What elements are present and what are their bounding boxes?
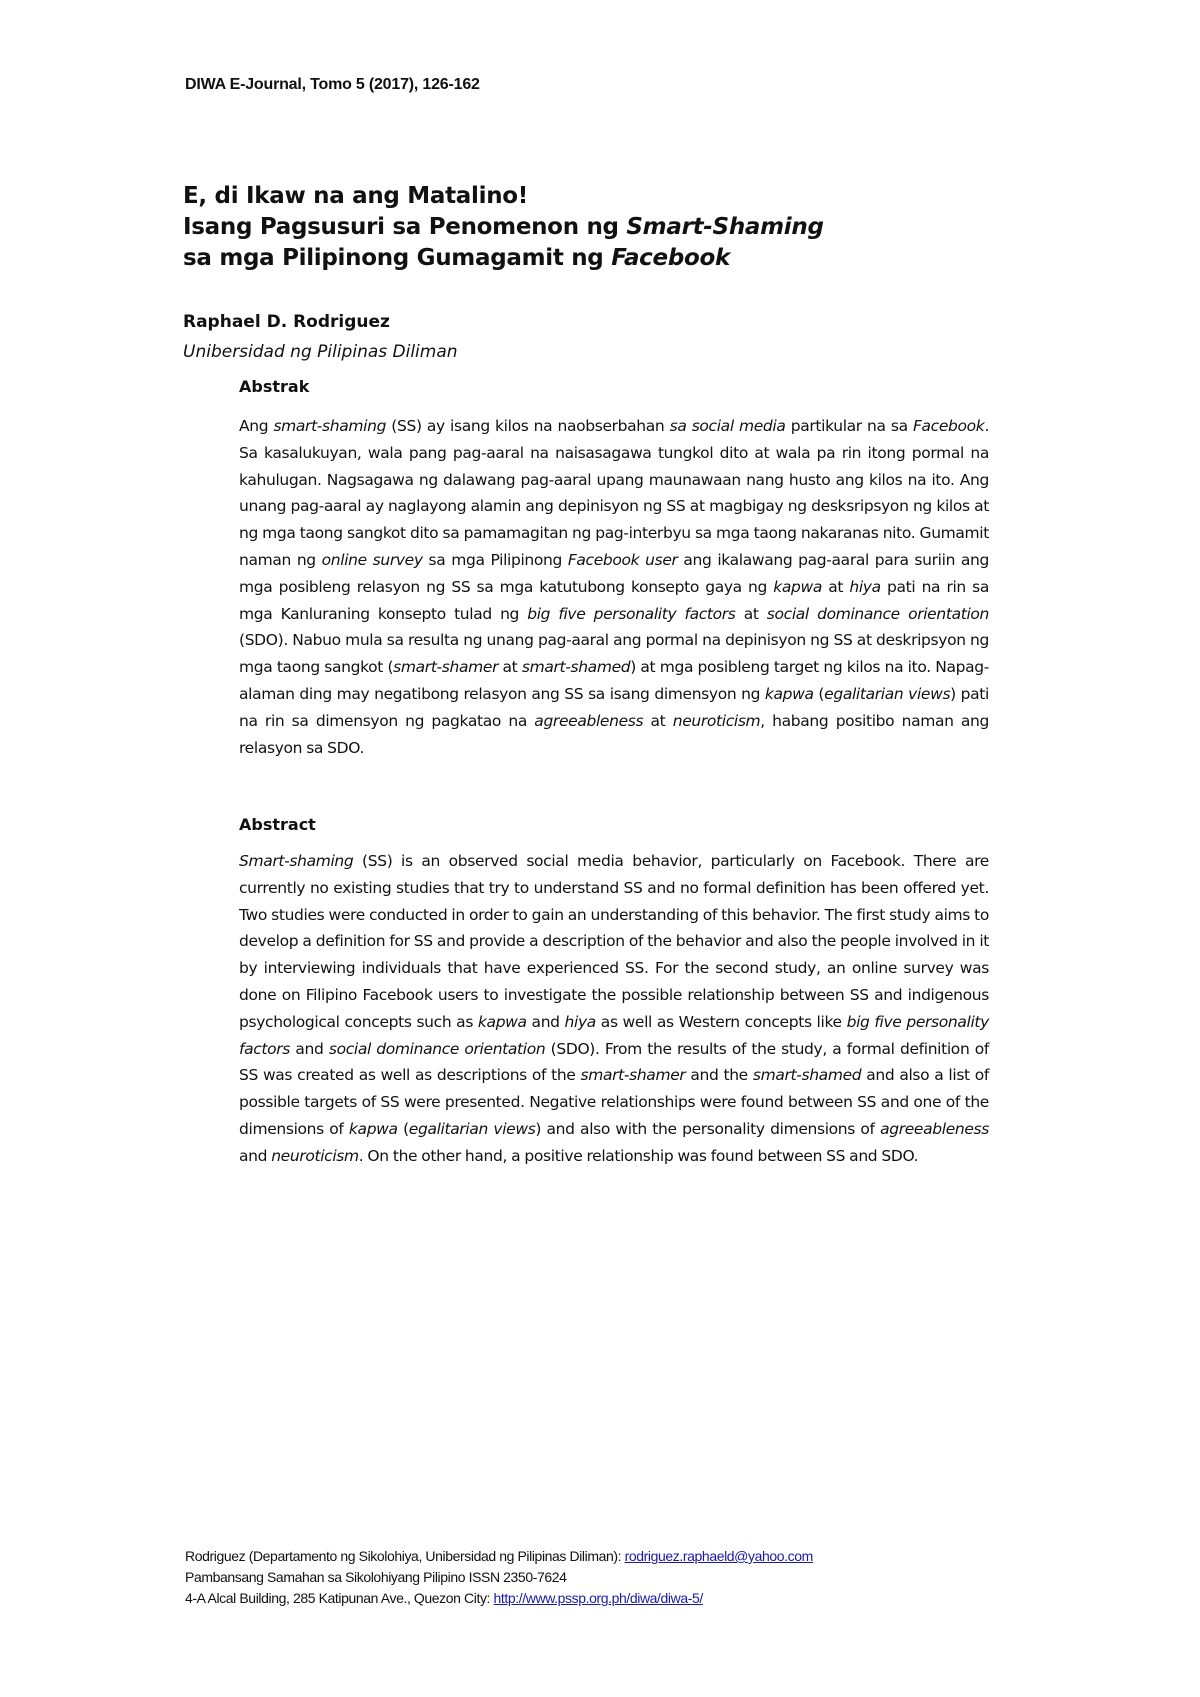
text-run: (SDO). Nabuo mula sa resulta ng unang pag-aaral ang pormal na depinisyon ng SS at deskripsyon ng mga taong sangkot (: [239, 631, 989, 677]
italic-term: Facebook user: [567, 550, 678, 569]
text-run: pati na rin sa mga Kanluraning konsepto tulad ng: [239, 577, 990, 623]
italic-term: big five personality factors: [527, 604, 736, 623]
text-run: at: [735, 604, 767, 623]
italic-term: kapwa: [773, 577, 823, 596]
text-run: ang ikalawang pag-aaral para suriin ang mga posibleng relasyon ng SS sa mga katutubong konsepto gaya ng: [239, 550, 989, 596]
text-run: , habang positibo naman ang relasyon sa SDO.: [239, 711, 990, 757]
italic-term: smart-shamer: [393, 658, 499, 677]
italic-term: smart-shamed: [521, 658, 631, 677]
text-run: . On the other hand, a positive relationship was found between SS and SDO.: [358, 1146, 919, 1165]
italic-term: agreeableness: [534, 711, 644, 730]
italic-term: sa social media: [669, 417, 786, 435]
text-run: (: [813, 684, 825, 703]
page-footer: [185, 1546, 1085, 1609]
text-run: ) at mga posibleng target ng kilos na ito. Napag-alaman ding may negatibong relasyon ang SS sa isang dimensyon ng: [239, 658, 989, 703]
author-name: Raphael D. Rodriguez: [183, 312, 390, 332]
text-run: and the: [685, 1066, 753, 1085]
abstrak-body: [239, 413, 989, 761]
footer-line-3: [185, 1588, 1085, 1609]
text-run: (SS) is an observed social media behavior, particularly on Facebook. There are currently no existing studies that try to understand SS and no formal definition has been offered yet. Two studies were conducted in order to gain an understanding of this behavior. The first study aims to develop a definition for SS and provide a description of the behavior and also the people involved in it by interviewing individuals that have experienced SS. For the second study, an online survey was done on Filipino Facebook users to investigate the possible relationship between SS and indigenous psychological concepts such as: [239, 852, 989, 1031]
text-run: and also a list of possible targets of SS were presented. Negative relationships were found between SS and one of the dimensions of: [239, 1066, 989, 1138]
text-run: at: [822, 577, 850, 596]
title-line-3: [183, 243, 1083, 274]
title-line-1-text: E, di Ikaw na ang Matalino!: [183, 183, 528, 209]
footer-line-1: [185, 1546, 1085, 1567]
text-run: at: [498, 658, 522, 677]
text-run: and: [290, 1039, 329, 1058]
italic-term: Smart-shaming: [239, 852, 354, 870]
italic-term: agreeableness: [880, 1119, 989, 1138]
italic-term: kapwa: [477, 1012, 527, 1031]
text-run: . Sa kasalukuyan, wala pang pag-aaral na naisasagawa tungkol dito at wala pa rin itong pormal na kahulugan. Nagsagawa ng dalawang pag-aaral upang maunawaan nang husto ang kilos na ito. Ang unang pag-aaral ay naglayong alamin ang depinisyon ng SS at magbigay ng desksripsyon ng kilos at ng mga taong sangkot dito sa pamamagitan ng pag-interbyu sa mga taong nakaranas nito. Gumamit naman ng: [239, 417, 990, 569]
italic-term: social dominance orientation: [766, 604, 990, 623]
text-run: ) pati na rin sa dimensyon ng pagkatao na: [239, 684, 989, 730]
text-run: and: [239, 1146, 272, 1165]
author-affiliation: Unibersidad ng Pilipinas Diliman: [183, 342, 458, 362]
italic-term: egalitarian views: [824, 684, 951, 703]
italic-term: smart-shamed: [752, 1066, 862, 1085]
italic-term: Facebook: [912, 417, 985, 435]
journal-url-link[interactable]: http://www.pssp.org.ph/diwa/diwa-5/: [493, 1590, 703, 1606]
italic-term: kapwa: [764, 684, 814, 703]
italic-term: neuroticism: [271, 1146, 359, 1165]
italic-term: online survey: [321, 550, 423, 569]
text-run: (SS) ay isang kilos na naobserbahan: [386, 417, 670, 435]
title-line-2-text: Isang Pagsusuri sa Penomenon ng: [183, 214, 627, 240]
footer-line-2: Pambansang Samahan sa Sikolohiyang Pilipino ISSN 2350-7624: [185, 1569, 567, 1585]
italic-term: neuroticism: [672, 711, 761, 730]
text-run: and: [526, 1012, 565, 1031]
footer-author-note: Rodriguez (Departamento ng Sikolohiya, Unibersidad ng Pilipinas Diliman):: [185, 1548, 625, 1564]
italic-term: hiya: [564, 1012, 596, 1031]
italic-term: big five personality factors: [239, 1012, 989, 1058]
title-line-1: [183, 181, 1083, 212]
abstract-body: [239, 848, 989, 1170]
journal-header: DIWA E-Journal, Tomo 5 (2017), 126-162: [185, 76, 480, 93]
title-line-3-italic: Facebook: [611, 245, 730, 271]
italic-term: social dominance orientation: [328, 1039, 546, 1058]
text-run: sa mga Pilipinong: [422, 550, 568, 569]
italic-term: hiya: [849, 577, 881, 596]
title-line-3-text: sa mga Pilipinong Gumagamit ng: [183, 245, 612, 271]
italic-term: smart-shamer: [580, 1066, 686, 1085]
paper-title: [183, 181, 1083, 274]
title-line-2: [183, 212, 1083, 243]
abstrak-heading: Abstrak: [239, 377, 310, 396]
footer-address: 4-A Alcal Building, 285 Katipunan Ave., Quezon City:: [185, 1590, 494, 1606]
text-run: ) and also with the personality dimensions of: [535, 1119, 881, 1138]
text-run: as well as Western concepts like: [595, 1012, 847, 1031]
title-line-2-italic: Smart-Shaming: [626, 214, 824, 240]
text-run: (SDO). From the results of the study, a formal definition of SS was created as well as descriptions of the: [239, 1039, 989, 1085]
text-run: at: [643, 711, 673, 730]
email-link[interactable]: rodriguez.raphaeld@yahoo.com: [624, 1548, 813, 1564]
text-run: partikular na sa: [785, 417, 913, 435]
text-run: (: [397, 1119, 409, 1138]
abstract-heading: Abstract: [239, 815, 316, 834]
text-run: Ang: [239, 417, 274, 435]
italic-term: smart-shaming: [273, 417, 387, 435]
italic-term: egalitarian views: [408, 1119, 536, 1138]
italic-term: kapwa: [348, 1119, 398, 1138]
